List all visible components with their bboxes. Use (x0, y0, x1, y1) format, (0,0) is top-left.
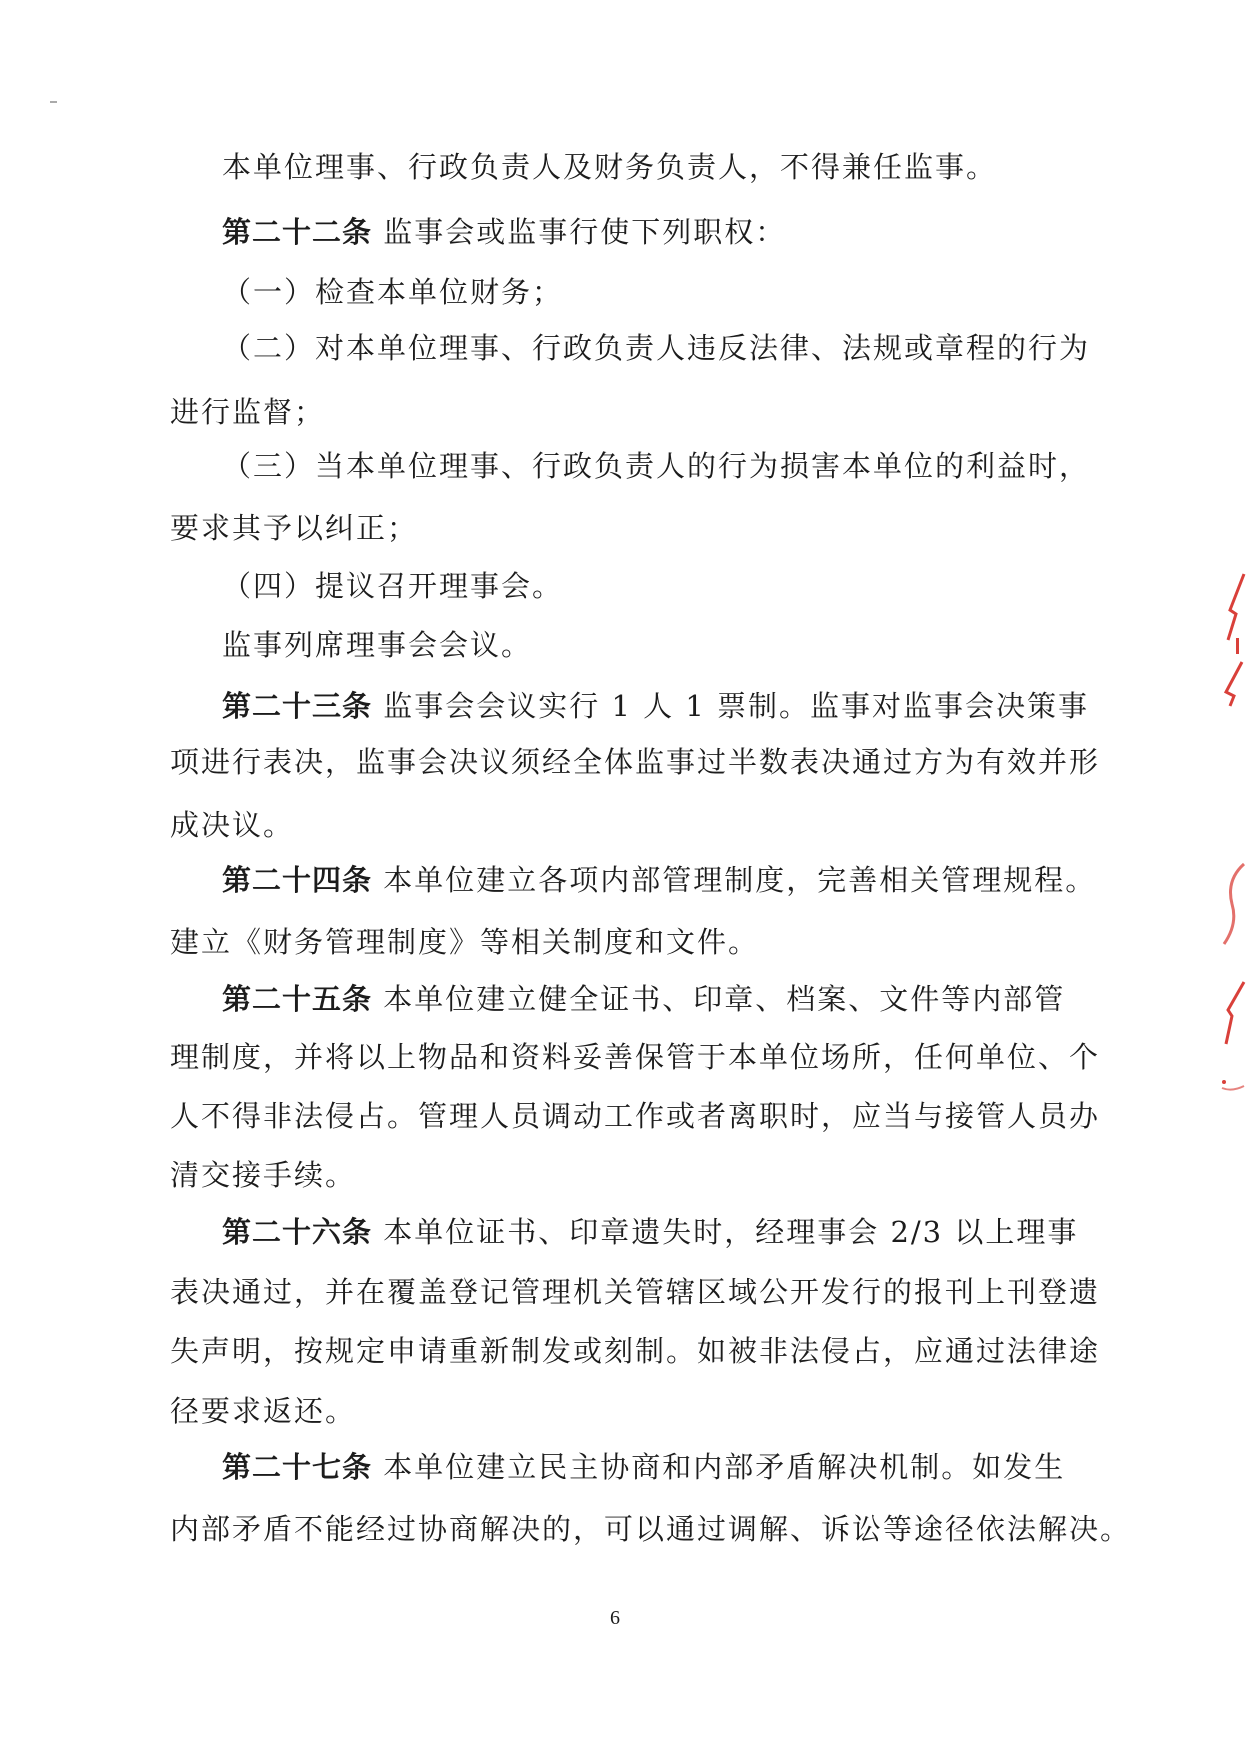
text-line: 失声明，按规定申请重新制发或刻制。如被非法侵占，应通过法律途 (170, 1334, 1101, 1368)
article-title: 第二十六条 (222, 1215, 373, 1249)
text-line: 表决通过，并在覆盖登记管理机关管辖区域公开发行的报刊上刊登遗 (170, 1275, 1101, 1309)
text-line: （一）检查本单位财务； (222, 275, 564, 309)
text-line: 成决议。 (170, 808, 295, 842)
seal-arc (1228, 574, 1244, 640)
article-24-heading: 第二十四条 本单位建立各项内部管理制度，完善相关管理规程。 (222, 863, 1097, 897)
article-22-heading: 第二十二条 监事会或监事行使下列职权： (222, 215, 787, 249)
text-line: 要求其予以纠正； (170, 511, 419, 545)
seal-fragment-upper (1220, 570, 1246, 710)
article-26-heading: 第二十六条 本单位证书、印章遗失时，经理事会 2/3 以上理事 (222, 1215, 1079, 1249)
article-title: 第二十五条 (222, 982, 373, 1016)
article-title: 第二十三条 (222, 689, 373, 723)
seal-mark (1222, 1080, 1226, 1084)
seal-arc (1226, 662, 1242, 706)
seal-mark (1236, 638, 1239, 654)
page-number: 6 (610, 1607, 620, 1629)
seal-arc (1224, 864, 1244, 944)
seal-fragment-lower (1220, 860, 1246, 1110)
text-line: 清交接手续。 (170, 1158, 357, 1192)
scan-artifact (50, 101, 57, 103)
text-line: 进行监督； (170, 395, 326, 429)
article-title: 第二十四条 (222, 863, 373, 897)
text-line: 监事列席理事会会议。 (222, 628, 533, 662)
text-line: （二）对本单位理事、行政负责人违反法律、法规或章程的行为 (222, 331, 1091, 365)
article-title: 第二十二条 (222, 215, 373, 249)
seal-arc (1222, 1086, 1244, 1090)
text-line: （四）提议召开理事会。 (222, 569, 564, 603)
article-25-heading: 第二十五条 本单位建立健全证书、印章、档案、文件等内部管 (222, 982, 1066, 1016)
text-line: 理制度，并将以上物品和资料妥善保管于本单位场所，任何单位、个 (170, 1040, 1101, 1074)
article-title: 第二十七条 (222, 1450, 373, 1484)
article-23-heading: 第二十三条 监事会会议实行 1 人 1 票制。监事对监事会决策事 (222, 689, 1090, 723)
text-line: 项进行表决，监事会决议须经全体监事过半数表决通过方为有效并形 (170, 745, 1101, 779)
seal-arc (1226, 982, 1244, 1044)
text-line: 建立《财务管理制度》等相关制度和文件。 (170, 925, 760, 959)
text-line: 本单位理事、行政负责人及财务负责人，不得兼任监事。 (222, 150, 998, 184)
text-line: （三）当本单位理事、行政负责人的行为损害本单位的利益时， (222, 449, 1091, 483)
text-line: 内部矛盾不能经过协商解决的，可以通过调解、诉讼等途径依法解决。 (170, 1512, 1132, 1546)
text-line: 人不得非法侵占。管理人员调动工作或者离职时，应当与接管人员办 (170, 1099, 1101, 1133)
text-line: 径要求返还。 (170, 1394, 357, 1428)
article-27-heading: 第二十七条 本单位建立民主协商和内部矛盾解决机制。如发生 (222, 1450, 1066, 1484)
